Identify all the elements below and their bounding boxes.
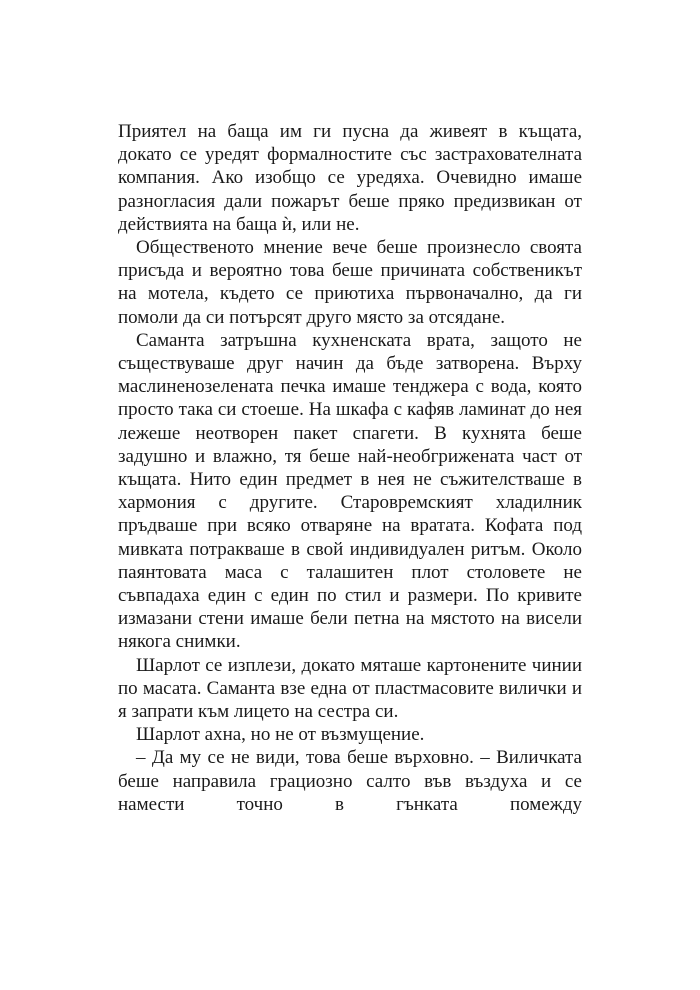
paragraph-1: Приятел на баща им ги пусна да живеят в къщата, докато се уредят формалностите със застрахователната компания. Ако изобщо се уредяха. Очевидно имаше разногласия дали пожарът беше пряко предизвикан от действията на баща ѝ, или не. xyxy=(118,121,582,235)
paragraph-3: Саманта затръшна кухненската врата, защото не съществуваше друг начин да бъде затворена. Върху маслиненозелената печка имаше тенджера с вода, която просто така си стоеше. На шкафа с кафяв ламинат до нея лежеше неотворен пакет спагети. В кухнята беше задушно и влажно, тя беше най-необгрижената част от къщата. Нито един предмет в нея не съжителстваше в хармония с другите. Старовремският хладилник пръдваше при всяко отваряне на вратата. Кофата под мивката потракваше в свой индивидуален ритъм. Около паянтовата маса с талашитен плот столовете не съвпадаха един с един по стил и размери. По кривите измазани стени имаше бели петна на мястото на висели някога снимки. xyxy=(118,329,582,653)
paragraph-2: Общественото мнение вече беше произнесло своята присъда и вероятно това беше причината собственикът на мотела, където се приютиха първоначално, да ги помоли да си потърсят друго място за отсядане. xyxy=(118,237,582,328)
paragraph-4: Шарлот се изплези, докато мяташе картонените чинии по масата. Саманта взе една от пластмасовите вилички и я запрати към лицето на сестра си. xyxy=(118,654,582,723)
paragraph-6: – Да му се не види, това беше върховно. – Виличката беше направила грациозно салто във въздуха и се намести точно в гънката помежду xyxy=(118,747,582,815)
paragraph-5: Шарлот ахна, но не от възмущение. xyxy=(136,724,425,746)
book-page xyxy=(118,120,582,816)
